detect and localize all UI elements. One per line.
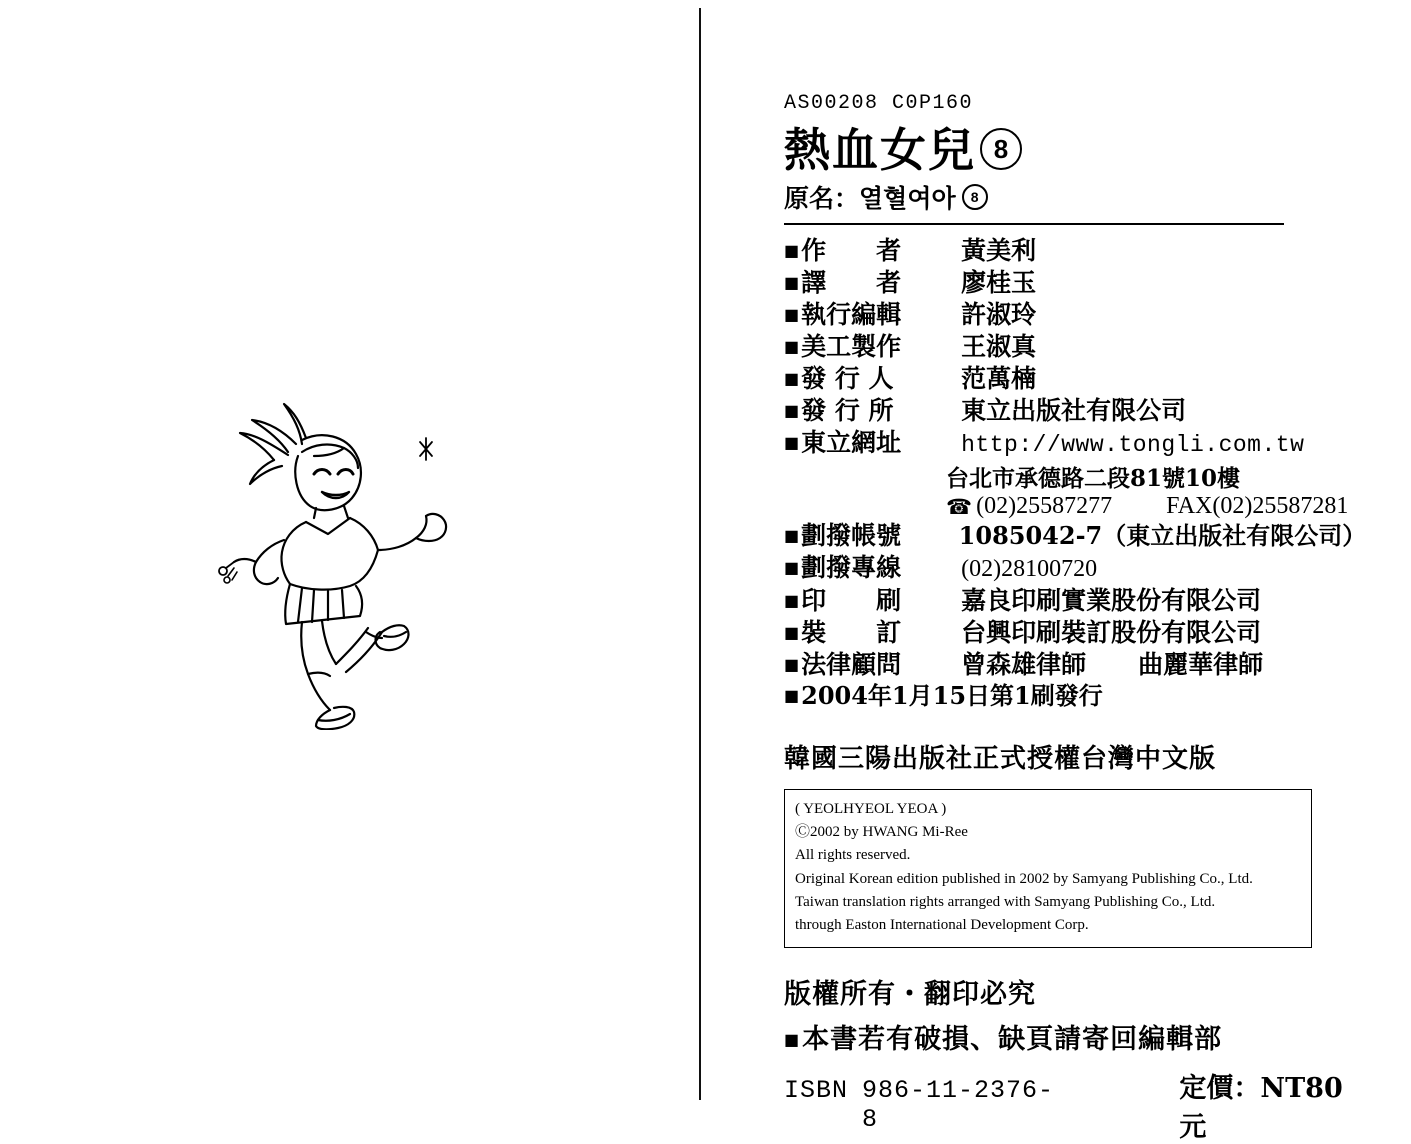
original-title-label: 原名： [784,184,860,213]
credit-row [784,363,1360,395]
credit-value: 台興印刷裝訂股份有限公司 [961,618,1262,648]
square-bullet-icon: ■ [784,305,800,324]
title-row [784,123,1360,177]
original-title-row [784,179,1360,215]
credit-label: 作 者 [801,236,902,265]
square-bullet-icon: ■ [784,337,800,356]
credit-label: 執行編輯 [801,300,902,329]
telephone-icon: ☎ [946,494,973,519]
isbn-price-row [784,1066,1360,1144]
publisher-website[interactable]: http://www.tongli.com.tw [961,432,1305,458]
original-title: 열혈여아 [859,184,956,213]
square-bullet-icon: ■ [784,623,800,643]
price-label: 定價：NT80元 [1179,1073,1343,1144]
square-bullet-icon: ■ [784,1030,801,1050]
colophon-block [784,92,1367,1144]
publisher-tel: (02)25587277 [976,493,1113,520]
title-divider [784,223,1284,225]
credit-value: (02)28100720 [961,556,1098,583]
running-girl-illustration [210,400,530,730]
credit-value: 范萬楠 [961,364,1037,393]
copyright-line: Ⓒ2002 by HWANG Mi-Ree [795,824,968,841]
publisher-fax: (02)25587281 [1212,493,1349,520]
credits-list [784,235,1367,712]
legal-counsel-1: 曾森雄律師 [961,650,1087,680]
damage-notice-row [784,1017,1360,1056]
original-volume-badge: 8 [962,184,988,210]
credit-row-giro-hotline [784,552,1360,585]
page-title: 熱血女兒 [784,123,976,177]
copyright-line: ( YEOLHYEOL YEOA ) [795,800,947,817]
all-rights-reserved-notice: 版權所有・翻印必究 [784,979,1036,1011]
colophon-footer [784,972,1360,1144]
credit-label: 劃撥專線 [801,553,902,583]
credit-label: 印 刷 [801,586,902,616]
print-date: 2004年1月15日第1刷發行 [801,681,1103,711]
square-bullet-icon: ■ [784,273,800,292]
square-bullet-icon: ■ [784,241,800,260]
copyright-line: Taiwan translation rights arranged with Samyang Publishing Co., Ltd. [795,893,1216,910]
credit-row-binding [784,617,1360,649]
damage-notice: 本書若有破損、缺頁請寄回編輯部 [802,1024,1223,1056]
square-bullet-icon: ■ [784,686,800,706]
credit-row [784,395,1360,427]
copyright-line: All rights reserved. [795,847,911,864]
square-bullet-icon: ■ [784,401,800,420]
credit-row-website [784,427,1360,460]
credit-value: 王淑真 [961,332,1037,361]
copyright-line: Original Korean edition published in 2002 by Samyang Publishing Co., Ltd. [795,870,1253,887]
credit-label: 譯 者 [801,268,902,297]
license-statement: 韓國三陽出版社正式授權台灣中文版 [784,743,1217,774]
credit-row-printing [784,585,1360,617]
credit-label: 裝 訂 [801,618,902,648]
credit-value: 黃美利 [961,236,1037,265]
credit-label: 劃撥帳號 [801,521,902,551]
publisher-address: 台北市承德路二段81號10樓 [946,465,1241,493]
square-bullet-icon: ■ [784,526,800,546]
square-bullet-icon: ■ [784,558,800,578]
publisher-fax-label: FAX [1166,493,1213,520]
credit-row [784,267,1360,299]
credit-value: 1085042-7（東立出版社有限公司） [958,521,1367,551]
credit-value: 許淑玲 [961,300,1037,329]
copyright-line: through Easton International Development Corp. [795,917,1089,934]
publisher-phone-line [784,493,1360,520]
credit-row [784,299,1360,331]
credit-row [784,331,1360,363]
credit-row [784,235,1360,267]
square-bullet-icon: ■ [784,369,800,388]
credit-label: 發 行 所 [801,396,894,425]
credit-row-legal-counsel [784,649,1360,681]
square-bullet-icon: ■ [784,433,800,452]
copyright-box [784,789,1312,949]
page-gutter-line [699,0,701,1100]
credit-value: 廖桂玉 [961,268,1037,297]
credit-label: 東立網址 [801,428,902,457]
credit-row-giro-account [784,520,1367,552]
credit-value: 東立出版社有限公司 [961,396,1187,425]
credit-label: 法律顧問 [801,650,902,680]
volume-number-badge: 8 [980,128,1022,170]
catalog-code: AS00208 C0P160 [784,92,974,115]
isbn-label: ISBN [784,1076,849,1106]
credit-label: 發 行 人 [801,364,894,393]
credit-value: 嘉良印刷實業股份有限公司 [961,586,1262,616]
square-bullet-icon: ■ [784,591,800,611]
credit-row-print-date [784,681,1360,712]
square-bullet-icon: ■ [784,655,800,675]
credit-label: 美工製作 [801,332,902,361]
legal-counsel-2: 曲麗華律師 [1138,650,1264,680]
isbn-number: 986-11-2376-8 [862,1076,1055,1135]
